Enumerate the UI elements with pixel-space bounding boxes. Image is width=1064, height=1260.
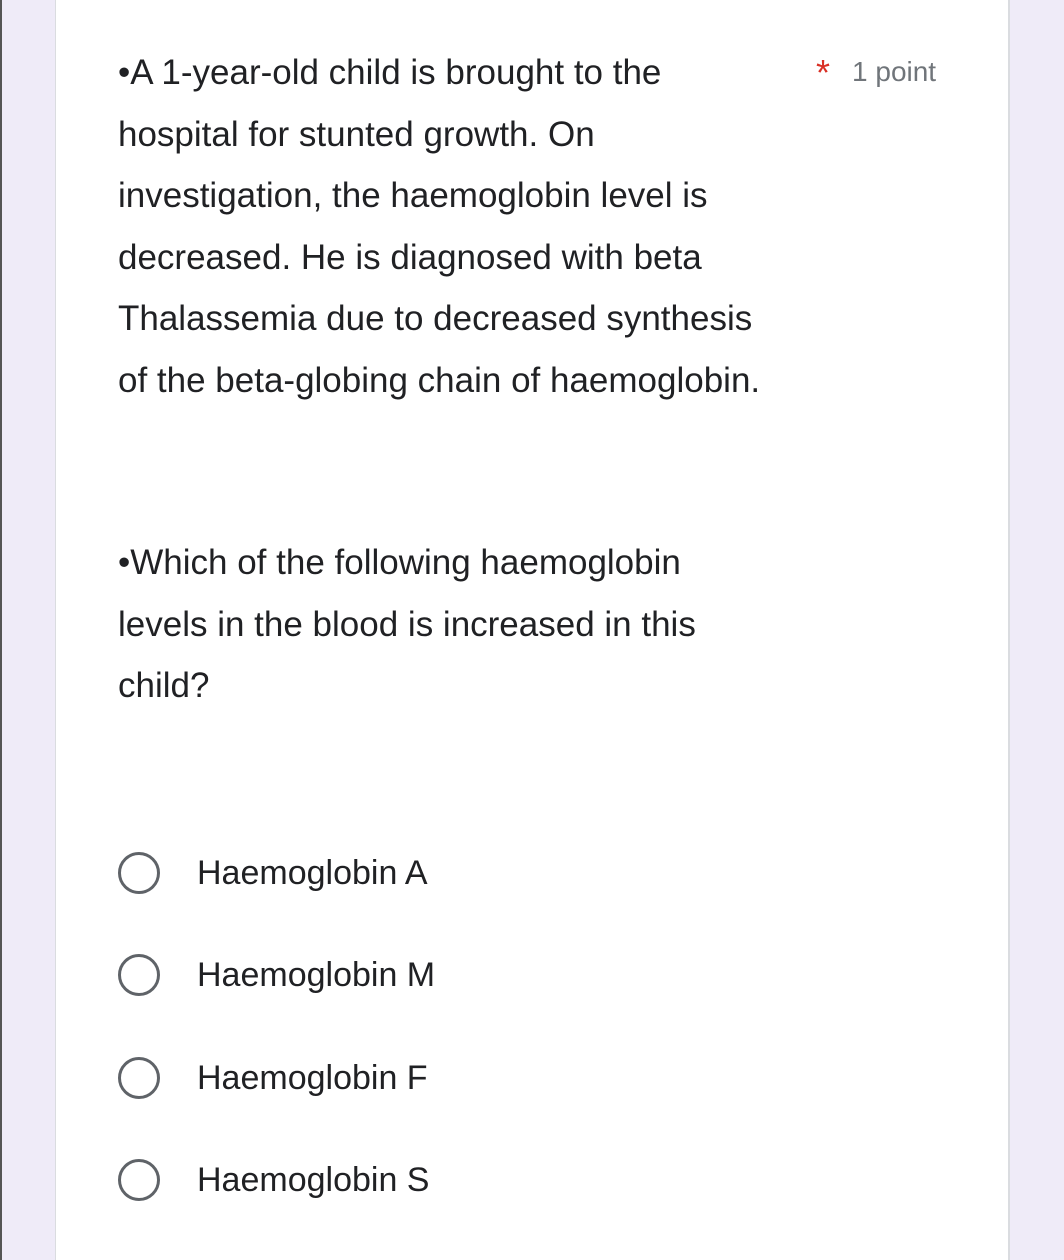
option-label: Haemoglobin S (197, 1160, 430, 1199)
question-card (55, 0, 1010, 1260)
radio-button[interactable] (118, 1057, 160, 1099)
question-paragraph-1: •A 1-year-old child is brought to the hospital for stunted growth. On investigation, the haemoglobin level is decreased. He is diagnosed with beta Thalassemia due to decreased synthesis of the beta-globing chain of haemoglobin. (118, 53, 761, 400)
points-label: 1 point (852, 56, 937, 87)
option-haemoglobin-s[interactable] (118, 1159, 429, 1201)
question-text (118, 42, 778, 717)
option-label: Haemoglobin A (197, 853, 428, 892)
option-label: Haemoglobin F (197, 1058, 428, 1097)
required-asterisk: * (816, 52, 831, 93)
radio-button[interactable] (118, 852, 160, 894)
option-haemoglobin-a[interactable] (118, 852, 428, 894)
option-haemoglobin-m[interactable] (118, 954, 435, 996)
question-paragraph-2: •Which of the following haemoglobin levels in the blood is increased in this child? (118, 543, 696, 705)
radio-button[interactable] (118, 954, 160, 996)
option-haemoglobin-f[interactable] (118, 1057, 428, 1099)
window-edge (0, 0, 2, 1260)
option-label: Haemoglobin M (197, 955, 436, 994)
radio-button[interactable] (118, 1159, 160, 1201)
points-indicator (816, 52, 936, 94)
